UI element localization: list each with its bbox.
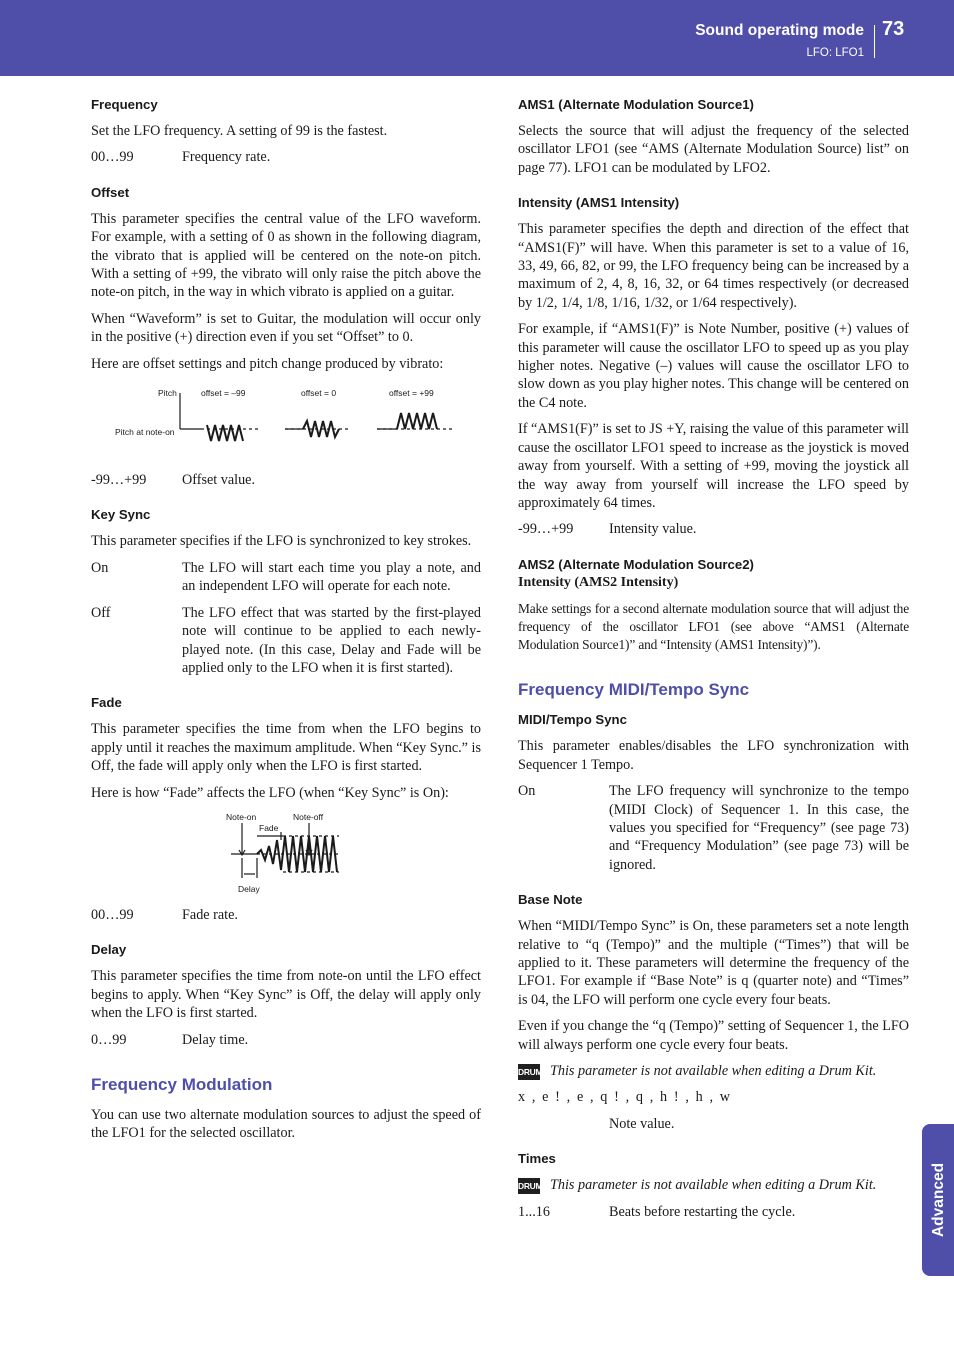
option-key: On	[91, 559, 109, 576]
range-key: 00…99	[91, 906, 134, 923]
heading-midi-tempo-sync: MIDI/Tempo Sync	[518, 712, 627, 728]
fade-text-1: This parameter specifies the time from when the LFO begins to apply until it reaches the maximum amplitude. When “Key Sync.” is Off, the fade will apply only when the LFO is first started.	[91, 721, 481, 775]
option-value: The LFO effect that was started by the first-played note will continue to be applied to each newly-played note. (In this case, Delay and Fade will be applied only to the LFO when it is first started).	[182, 604, 481, 676]
basenote-text-2: Even if you change the “q (Tempo)” setting of Sequencer 1, the LFO will always perform one cycle every four beats.	[518, 1018, 910, 1053]
page-number: 73	[882, 18, 905, 40]
range-key: -99…+99	[91, 472, 147, 489]
basenote-text-1: When “MIDI/Tempo Sync” is On, these parameters set a note length relative to “q (Tempo)” and the multiple (“Times”) that will be applied to it. These parameters will determine the frequency of the LFO1. For example if “Base Note” is q (quarter note) and “Times” is 04, the LFO will perform one cycle every four beats.	[518, 918, 909, 1008]
intensity-range-row	[518, 520, 909, 538]
freqmod-text: You can use two alternate modulation sources to adjust the speed of the LFO1 for the selected oscillator.	[91, 1106, 481, 1142]
option-key: On	[518, 783, 536, 800]
fig-label-offset-p99: offset = +99	[389, 388, 434, 399]
frequency-text: Set the LFO frequency. A setting of 99 is the fastest.	[91, 123, 388, 139]
heading-frequency-midi-tempo-sync: Frequency MIDI/Tempo Sync	[518, 680, 750, 700]
heading-base-note: Base Note	[518, 892, 583, 908]
midisync-text: This parameter enables/disables the LFO synchronization with Sequencer 1 Tempo.	[518, 738, 909, 773]
offset-diagram	[91, 381, 481, 463]
frequency-range-row	[91, 148, 481, 166]
drum-kit-note	[518, 1176, 909, 1194]
range-value: Frequency rate.	[182, 149, 271, 166]
range-key: -99…+99	[518, 521, 574, 538]
fig-note-off: Note-off	[293, 811, 324, 822]
page-header	[0, 0, 954, 76]
drum-icon: DRUM	[518, 1064, 540, 1080]
range-value: Offset value.	[182, 472, 256, 489]
fig-note-on: Note-on	[226, 811, 257, 822]
range-value: Delay time.	[182, 1031, 249, 1048]
drum-note-text: This parameter is not available when editing a Drum Kit.	[550, 1177, 877, 1194]
fig-label-offset-0: offset = 0	[301, 388, 337, 399]
delay-range-row	[91, 1031, 481, 1049]
option-value: The LFO frequency will synchronize to the tempo (MIDI Clock) of Sequencer 1. In this case, the values you specified for “Frequency” (see page 73) and “Frequency Modulation” (see page 73) will be ignored.	[609, 783, 909, 873]
intensity-text-3: If “AMS1(F)” is set to JS +Y, raising the value of this parameter will cause the oscillator LFO1 speed to increase as the joystick is moved away from yourself. With a setting of +99, moving the joystick all the way away from yourself will increase the LFO speed by approximately 64 times.	[518, 421, 909, 511]
right-column	[518, 96, 909, 1229]
heading-fade: Fade	[91, 695, 122, 711]
offset-text-2: When “Waveform” is set to Guitar, the modulation will occur only in the positive (+) direction even if you set “Offset” to 0.	[91, 310, 481, 346]
heading-offset: Offset	[91, 184, 130, 200]
fade-range-row	[91, 906, 481, 924]
left-column	[91, 96, 481, 1151]
heading-key-sync: Key Sync	[91, 507, 151, 523]
fig-label-offset-m99: offset = –99	[201, 388, 246, 399]
fade-diagram	[91, 810, 481, 898]
fig-delay: Delay	[238, 883, 260, 894]
option-value: The LFO will start each time you play a note, and an independent LFO will operate for each note.	[182, 559, 481, 595]
times-range-row	[518, 1203, 909, 1221]
range-key: 1...16	[518, 1203, 550, 1220]
range-value: Intensity value.	[609, 521, 697, 538]
keysync-on-row	[91, 559, 481, 596]
option-key: Off	[91, 604, 111, 621]
intensity-text-2: For example, if “AMS1(F)” is Note Number, positive (+) values of this parameter will cause the oscillator LFO to speed up as you play higher notes. Negative (–) values will cause the oscillator LFO to slow down as you play higher notes. This change will be centered on the C4 note.	[518, 321, 909, 411]
section-subtitle: LFO: LFO1	[806, 47, 864, 59]
drum-kit-note	[518, 1062, 909, 1080]
ams2-text: Make settings for a second alternate modulation source that will adjust the frequency of the oscillator LFO1 (see above “AMS1 (Alternate Modulation Source1)” and “Intensity (AMS1 Intensity)”).	[518, 600, 909, 653]
ams1-text: Selects the source that will adjust the frequency of the selected oscillator LFO1 (see “AMS (Alternate Modulation Source) list” on page 77). LFO1 can be modulated by LFO2.	[518, 123, 909, 176]
intensity-text-1: This parameter specifies the depth and direction of the effect that “AMS1(F)” will have. When this parameter is set to a value of 16, 33, 49, 66, 82, or 99, the LFO frequency being can be increased by a maximum of 2, 4, 8, 16, 32, or 64 times respectively (or decreased by 1/2, 1/4, 1/8, 1/16, 1/32, or 1/64 respectively).	[518, 221, 909, 311]
fig-fade: Fade	[259, 822, 279, 833]
chapter-title: Sound operating mode	[695, 22, 864, 39]
fade-waveform	[231, 823, 339, 878]
fig-pitch-label: Pitch	[158, 388, 177, 399]
offset-waveforms	[180, 393, 453, 441]
offset-text-1: This parameter specifies the central value of the LFO waveform. For example, with a setting of 0 as shown in the following diagram, the vibrato that is applied will be centered on the note-on pitch. With a setting of +99, the vibrato will only raise the pitch above the note-on pitch, in the way in which vibrato is applied on a guitar.	[91, 210, 481, 301]
heading-ams1-intensity: Intensity (AMS1 Intensity)	[518, 195, 680, 211]
keysync-text: This parameter specifies if the LFO is synchronized to key strokes.	[91, 533, 472, 550]
note-values-description: Note value.	[609, 1115, 675, 1132]
delay-text: This parameter specifies the time from note-on until the LFO effect begins to apply. When “Key Sync” is Off, the delay will apply only when the LFO is first started.	[91, 968, 481, 1022]
drum-icon: DRUM	[518, 1178, 540, 1194]
heading-times: Times	[518, 1151, 556, 1167]
offset-text-3: Here are offset settings and pitch change produced by vibrato:	[91, 355, 444, 372]
note-values-list: x , e ! , e , q ! , q , h ! , h , w	[518, 1089, 732, 1106]
side-tab-label: Advanced	[930, 1162, 947, 1238]
range-key: 00…99	[91, 149, 134, 166]
range-value: Fade rate.	[182, 906, 238, 923]
heading-frequency-modulation: Frequency Modulation	[91, 1074, 273, 1094]
range-value: Beats before restarting the cycle.	[609, 1203, 796, 1220]
fig-note-on-label: Pitch at note-on	[115, 427, 175, 438]
heading-delay: Delay	[91, 942, 127, 958]
range-key: 0…99	[91, 1031, 127, 1048]
fade-text-2: Here is how “Fade” affects the LFO (when “Key Sync” is On):	[91, 784, 449, 801]
drum-note-text: This parameter is not available when editing a Drum Kit.	[550, 1063, 877, 1080]
midisync-on-row	[518, 782, 909, 874]
offset-range-row	[91, 471, 481, 489]
heading-ams2-intensity: Intensity (AMS2 Intensity)	[518, 574, 679, 590]
heading-ams1: AMS1 (Alternate Modulation Source1)	[518, 97, 754, 112]
keysync-off-row	[91, 604, 481, 678]
heading-ams2: AMS2 (Alternate Modulation Source2)	[518, 556, 754, 572]
header-divider	[874, 25, 875, 58]
heading-frequency: Frequency	[91, 97, 158, 112]
chapter-side-tab[interactable]	[922, 1124, 954, 1276]
